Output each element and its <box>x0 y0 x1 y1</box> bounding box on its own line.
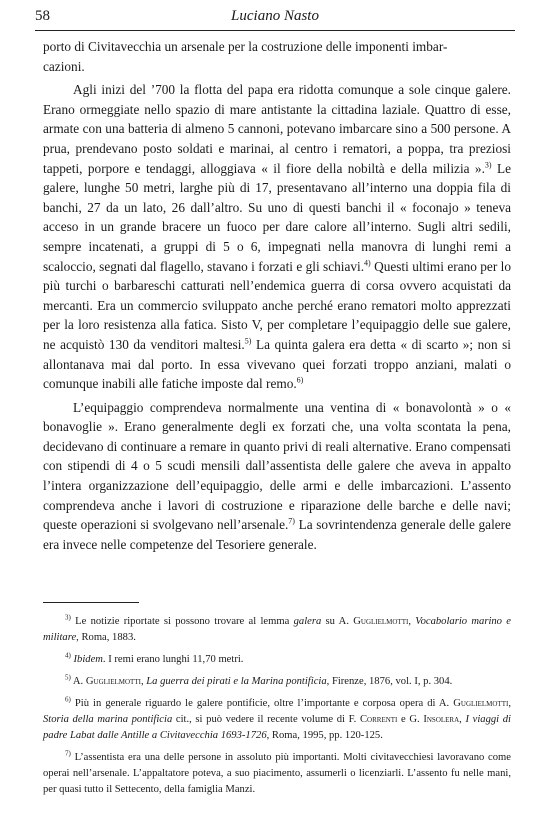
paragraph-continued <box>43 37 511 76</box>
footnote-italic: I viaggi di padre Labat dalle Antille a Civitavecchia 1693-1726 <box>43 714 511 741</box>
text-line: porto di Civitavecchia un arsenale per la costruzione delle imponenti imbar- <box>43 39 448 54</box>
paragraph-fleet <box>43 80 511 394</box>
footnote-text: . I remi erano lunghi 11,70 metri. <box>102 654 244 665</box>
footnote-text: su A. <box>321 616 354 627</box>
footnote-text: Le notizie riportate si possono trovare al lemma <box>70 616 294 627</box>
footnote-text: cit., si può vedere il recente volume di F. <box>172 714 360 725</box>
footnote-mark: 6) <box>65 695 71 704</box>
footnote-author: Guglielmotti <box>85 676 141 687</box>
text-line: cazioni. <box>43 58 85 74</box>
footnote-text: , Firenze, 1876, vol. I, p. 304. <box>326 676 453 687</box>
footnote-author: Correnti <box>359 714 398 725</box>
footnote-mark: 7) <box>65 749 71 758</box>
text-run: L’equipaggio comprendeva normalmente una ventina di « bonavolontà » o « bonavoglie ». Erano generalmente degli ex forzati che, una volta scontata la pena, decidevano di continuare a remare in quanto privi di reali alternative. Erano compensati con stipendi di 4 o 5 scudi mensili dall’assentista delle galere che aveva in appalto l’intera organizzazione dell’equipaggio, delle armi e delle imbarcazioni. L’assento comprendeva anche i lavori di costruzione e riparazione delle barche e delle navi; queste operazioni si svolgevano nell’arsenale. <box>43 399 511 533</box>
footnote-ref-7[interactable]: 7) <box>288 516 295 526</box>
footnote-italic: Ibidem <box>73 654 103 665</box>
footnote-rule <box>43 602 139 603</box>
footnote-text: A. <box>70 676 86 687</box>
text-run: Agli inizi del ’700 la flotta del papa era ridotta comunque a sole cinque galere. Erano ormeggiate nello spazio di mare antistante la cittadina laziale. Quattro di esse, armate con una batteria di almeno 5 cannoni, potevano imbarcare sino a 500 persone. A prua, prendevano posto soldati e marinai, al centro i rematori, a poppa, tra preziosi tappeti, porpore e tendaggi, alloggiava « il fiore della nobiltà e della milizia ». <box>43 82 511 176</box>
footnote-text: , <box>140 676 147 687</box>
footnote-author: Guglielmotti <box>453 698 509 709</box>
footnote-text: Più in generale riguardo le galere pontificie, oltre l’importante e corposa opera di A. <box>70 698 454 709</box>
footnote-text: , <box>408 616 416 627</box>
footnote-mark: 4) <box>65 651 71 660</box>
footnote-ref-3[interactable]: 3) <box>484 160 492 170</box>
footnote-ref-5[interactable]: 5) <box>244 336 252 346</box>
footnote-3 <box>43 614 511 646</box>
page-header <box>35 6 515 31</box>
footnote-italic: La guerra dei pirati e la Marina pontificia <box>146 676 327 687</box>
footnote-italic: galera <box>293 616 322 627</box>
footnote-ref-6[interactable]: 6) <box>296 375 304 385</box>
running-head: Luciano Nasto <box>231 8 319 24</box>
footnote-italic: Storia della marina pontificia <box>43 714 173 725</box>
footnote-text: , <box>508 698 511 709</box>
footnote-7 <box>43 750 511 798</box>
footnote-4 <box>43 652 511 668</box>
footnote-6 <box>43 696 511 744</box>
footnote-ref-4[interactable]: 4) <box>364 258 371 268</box>
footnote-text: , Roma, 1883. <box>76 632 136 643</box>
text-run: Questi ultimi erano per lo più turchi o barbareschi catturati nell’endemica guerra di corsa ovvero acquistati da mercanti. Era un commercio sviluppato anche perché erano rematori molto apprezzati per la loro resistenza alla fatica. Sisto V, per completare l’equipaggio delle sue galere, ne acquistò 130 da venditori maltesi. <box>43 258 511 352</box>
footnote-text: , Roma, 1995, pp. 120-125. <box>266 730 383 741</box>
footnote-author: Insolera <box>423 714 460 725</box>
footnote-author: Guglielmotti <box>353 616 409 627</box>
footnote-text: L’assentista era una delle persone in assoluto più importanti. Molti civitavecchiesi lavoravano come operai nell’arsenale. L’appaltatore poteva, a suo piacimento, assumerli o licenziarli. L’assento fu nelle mani, per quasi tutto il Settecento, della famiglia Manzi. <box>43 752 511 795</box>
text-run: La sovrintendenza generale delle galere era invece nelle competenze del Tesoriere generale. <box>43 517 511 552</box>
footnote-mark: 5) <box>65 673 71 682</box>
footnote-mark: 3) <box>65 613 71 622</box>
text-run: Le galere, lunghe 50 metri, larghe più di 17, presentavano all’interno una doppia fila di banchi, 27 da un lato, 26 dall’altro. Su uno di questi banchi il « foconajo » teneva acceso in un grande bracere un fuoco per dare calore all’interno. Sugli altri sedili, sempre incatenati, a gruppi di 5 o 6, impegnati nella manovra di lunghi remi a scaloccio, segnati dal flagello, stavano i forzati e gli schiavi. <box>43 160 511 274</box>
footnote-italic: Vocabolario marino e militare <box>43 616 511 643</box>
footnotes <box>43 614 511 804</box>
page-number: 58 <box>35 8 50 24</box>
footnote-text: e G. <box>397 714 424 725</box>
footnote-text: , <box>459 714 466 725</box>
footnote-5 <box>43 674 511 690</box>
body-text <box>43 37 511 554</box>
paragraph-crew <box>43 398 511 555</box>
text-run: La quinta galera era detta « di scarto »; non si allontanava mai dal porto. In essa vivevano quei forzati troppo anziani, malati o comunque inabili alle fatiche imposte dal remo. <box>43 336 511 392</box>
